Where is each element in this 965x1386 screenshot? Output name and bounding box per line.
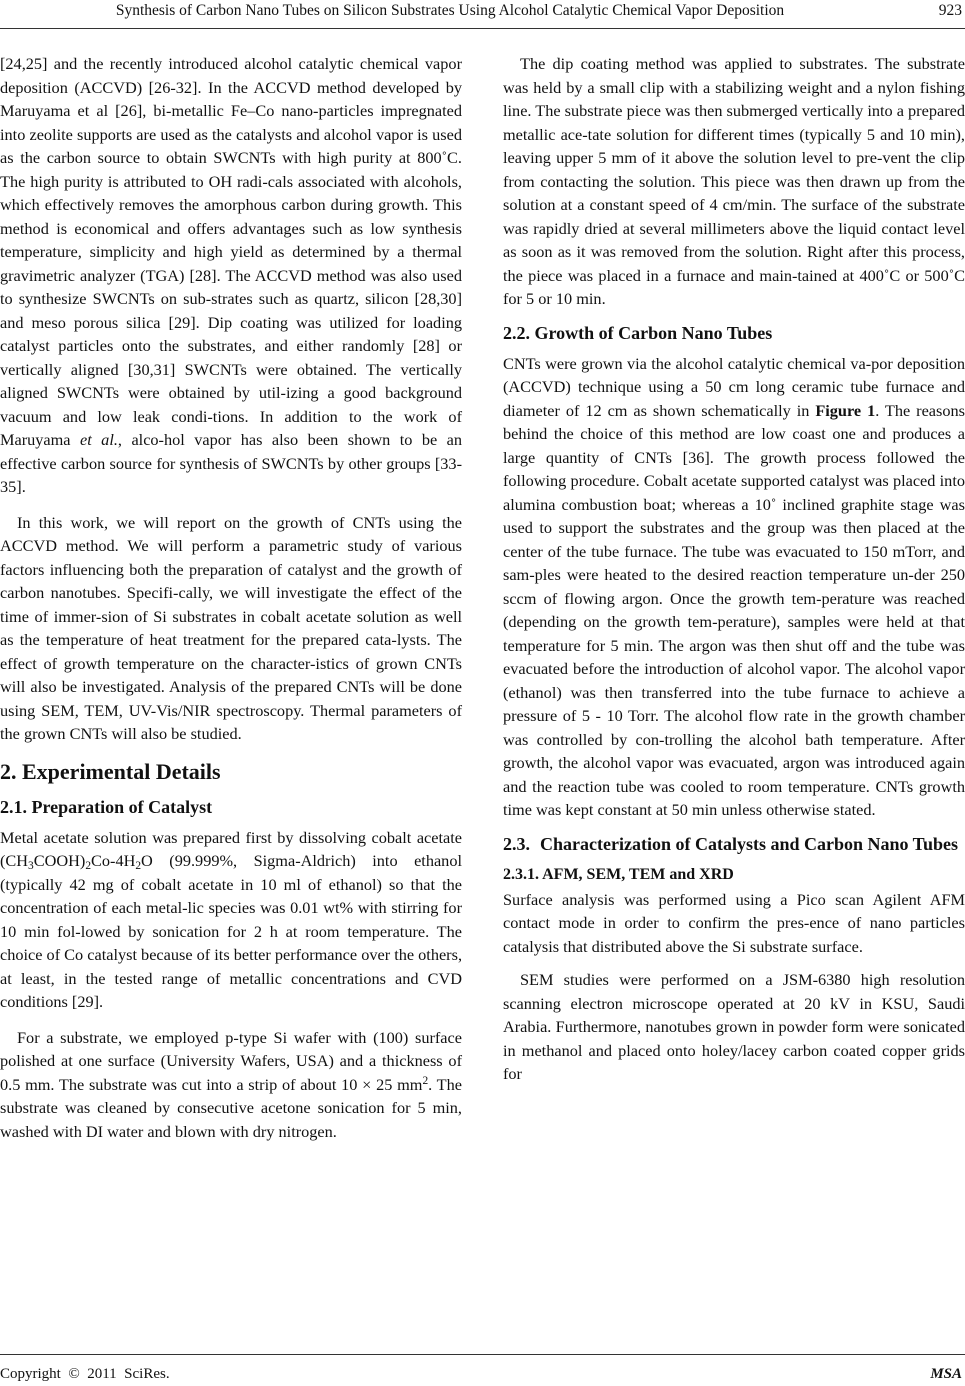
text: CNTs were grown via the alcohol catalytic chemical va-por deposition (ACCVD) technique using a 50 cm long ceramic tube furnace and diameter of 12 cm as shown schematically in xyxy=(503,353,965,420)
paragraph: The dip coating method was applied to substrates. The substrate was held by a small clip with a stabilizing weight and a nylon fishing line. The substrate piece was then submerged vertically into a prepared metallic ace-tate solution for different times (typically 5 and 10 min), leaving upper 5 mm of it above the solution level to pre-vent the clip from contacting the solution. This piece was then drawn up from the solution at a constant speed of 4 cm/min. The surface of the substrate was rapidly dried at several millimeters above the liquid contact level as soon as it was removed from the solution. Right after this process, the piece was placed in a furnace and main-tained at 400˚C or 500˚C for 5 or 10 min. xyxy=(503,54,965,308)
paragraph xyxy=(0,826,462,1014)
page-header xyxy=(0,0,965,30)
paragraph: SEM studies were performed on a JSM-6380 high resolution scanning electron microscope operated at 20 kV in KSU, Saudi Arabia. Furthermore, nanotubes grown in powder form were sonicated in methanol and placed onto holey/lacey carbon coated copper grids for xyxy=(503,970,965,1083)
text: Metal acetate solution was prepared first by dissolving cobalt acetate (CH xyxy=(0,827,462,870)
subsection-heading: 2.1. Preparation of Catalyst xyxy=(0,796,213,817)
text: , alco-hol vapor has also been shown to be an effective carbon source for synthesis of SWCNTs by other groups [33-35]. xyxy=(0,430,463,496)
italic-text: et al. xyxy=(79,430,118,449)
subsubsection-heading: 2.3.1. AFM, SEM, TEM and XRD xyxy=(503,865,734,883)
running-title: Synthesis of Carbon Nano Tubes on Silicon Substrates Using Alcohol Catalytic Chemical Vapor Deposition xyxy=(115,2,785,19)
subscript: 3 xyxy=(28,860,34,872)
paragraph: In this work, we will report on the growth of CNTs using the ACCVD method. We will perform a parametric study of various factors influencing both the preparation of catalyst and the growth of carbon nanotubes. Specifi-cally, we will investigate the effect of the time of immer-sion of Si substrates in cobalt acetate solution as well as the temperature of heat treatment for the prepared cata-lysts. The effect of growth temperature on the character-istics of grown CNTs will also be investigated. Analysis of the prepared CNTs will be done using SEM, TEM, UV-Vis/NIR spectroscopy. Thermal parameters of the grown CNTs will also be studied. xyxy=(0,512,462,743)
text: COOH) xyxy=(33,851,86,870)
heading-number: 2.3. xyxy=(503,833,530,854)
heading-text: Characterization of Catalysts and Carbon Nano Tubes xyxy=(540,833,959,854)
footer-rule xyxy=(0,1354,965,1355)
subsection-heading: 2.2. Growth of Carbon Nano Tubes xyxy=(503,322,773,343)
page-footer xyxy=(0,1354,965,1384)
page-number: 923 xyxy=(938,2,962,19)
text: O (99.999%, Sigma-Aldrich) into ethanol (typically 42 mg of cobalt acetate in 10 ml of ethanol) so that the concentration of each metal-lic species was 0.01 wt% with stirring for 10 min fol-lowed by sonication for 2 h at room temperature. The choice of Co catalyst because of its better performance over the others, at least, in the tested range of metallic concentrations and CVD conditions [29]. xyxy=(0,851,463,1011)
paragraph xyxy=(503,352,965,822)
superscript: 2 xyxy=(422,1074,429,1087)
section-heading: 2. Experimental Details xyxy=(0,758,221,784)
journal-name: MSA xyxy=(930,1366,962,1382)
copyright: Copyright © 2011 SciRes. xyxy=(0,1366,170,1382)
header-rule xyxy=(0,28,965,29)
text: . The substrate was cleaned by consecutive acetone sonication for 5 min, washed with DI water and blown with dry nitrogen. xyxy=(0,1074,462,1141)
right-column xyxy=(503,52,965,1086)
figure-reference: Figure 1 xyxy=(815,400,876,420)
text: . The reasons behind the choice of this method are low coast one and produces a large quantity of CNTs [36]. The growth process followed the following procedure. Cobalt acetate supported catalyst was placed into alumina combustion boat; whereas a 10˚ inclined graphite stage was used to support the substrates and the group was then placed at the center of the tube furnace. The tube was evacuated to 150 mTorr, and sam-ples were heated to the desired reaction temperature un-der 250 sccm of flowing argon. Once the growth tem-perature was reached (depending on the growth tem-perature), samples were held at that temperature for 5 min. The argon was then shut off and the tube was evacuated before the introduction of alcohol vapor. The alcohol vapor (ethanol) was then transferred into the tube furnace to achieve a pressure of 5 - 10 Torr. The alcohol flow rate in the growth chamber was controlled by con-trolling the alcohol bath temperature. After growth, the alcohol vapor was evacuated, argon was introduced again and the reaction tube was cooled to room temperature. CNTs growth time was kept constant at 50 min unless otherwise stated. xyxy=(503,400,965,819)
subscript: 2 xyxy=(85,860,92,872)
subscript: 2 xyxy=(135,860,142,872)
subsection-heading xyxy=(503,832,965,856)
text: [24,25] and the recently introduced alcohol catalytic chemical vapor deposition (ACCVD) [26-32]. In the ACCVD method developed by Maruyama et al [26], bi-metallic Fe–Co nano-particles impregnated into zeolite supports are used as the catalysts and alcohol vapor is used as the carbon source to obtain SWCNTs with high purity at 800˚C. The high purity is attributed to OH radi-cals associated with alcohols, which effectively removes the amorphous carbon during growth. This method is economical and offers advantages such as low synthesis temperature, simplicity and high yield as determined by a thermal gravimetric analyzer (TGA) [28]. The ACCVD method was also used to synthesize SWCNTs on sub-strates such as quartz, silicon [28,30] and meso porous silica [29]. Dip coating was utilized for loading catalyst particles onto the substrates, and either randomly [28] or vertically aligned [30,31] SWCNTs were obtained. The vertically aligned SWCNTs were obtained by util-izing a good background vacuum and low leak condi-tions. In addition to the work of Maruyama xyxy=(0,54,462,449)
text: For a substrate, we employed p-type Si wafer with (100) surface polished at one surface (University Wafers, USA) and a thickness of 0.5 mm. The substrate was cut into a strip of about 10 × 25 mm xyxy=(0,1027,462,1094)
left-column xyxy=(0,52,462,1143)
paragraph xyxy=(0,1026,462,1144)
paragraph xyxy=(0,52,462,499)
text: Co-4H xyxy=(91,851,136,870)
paragraph: Surface analysis was performed using a Pico scan Agilent AFM contact mode in order to confirm the pres-ence of nano particles catalysis that distributed above the Si substrate surface. xyxy=(503,889,965,956)
